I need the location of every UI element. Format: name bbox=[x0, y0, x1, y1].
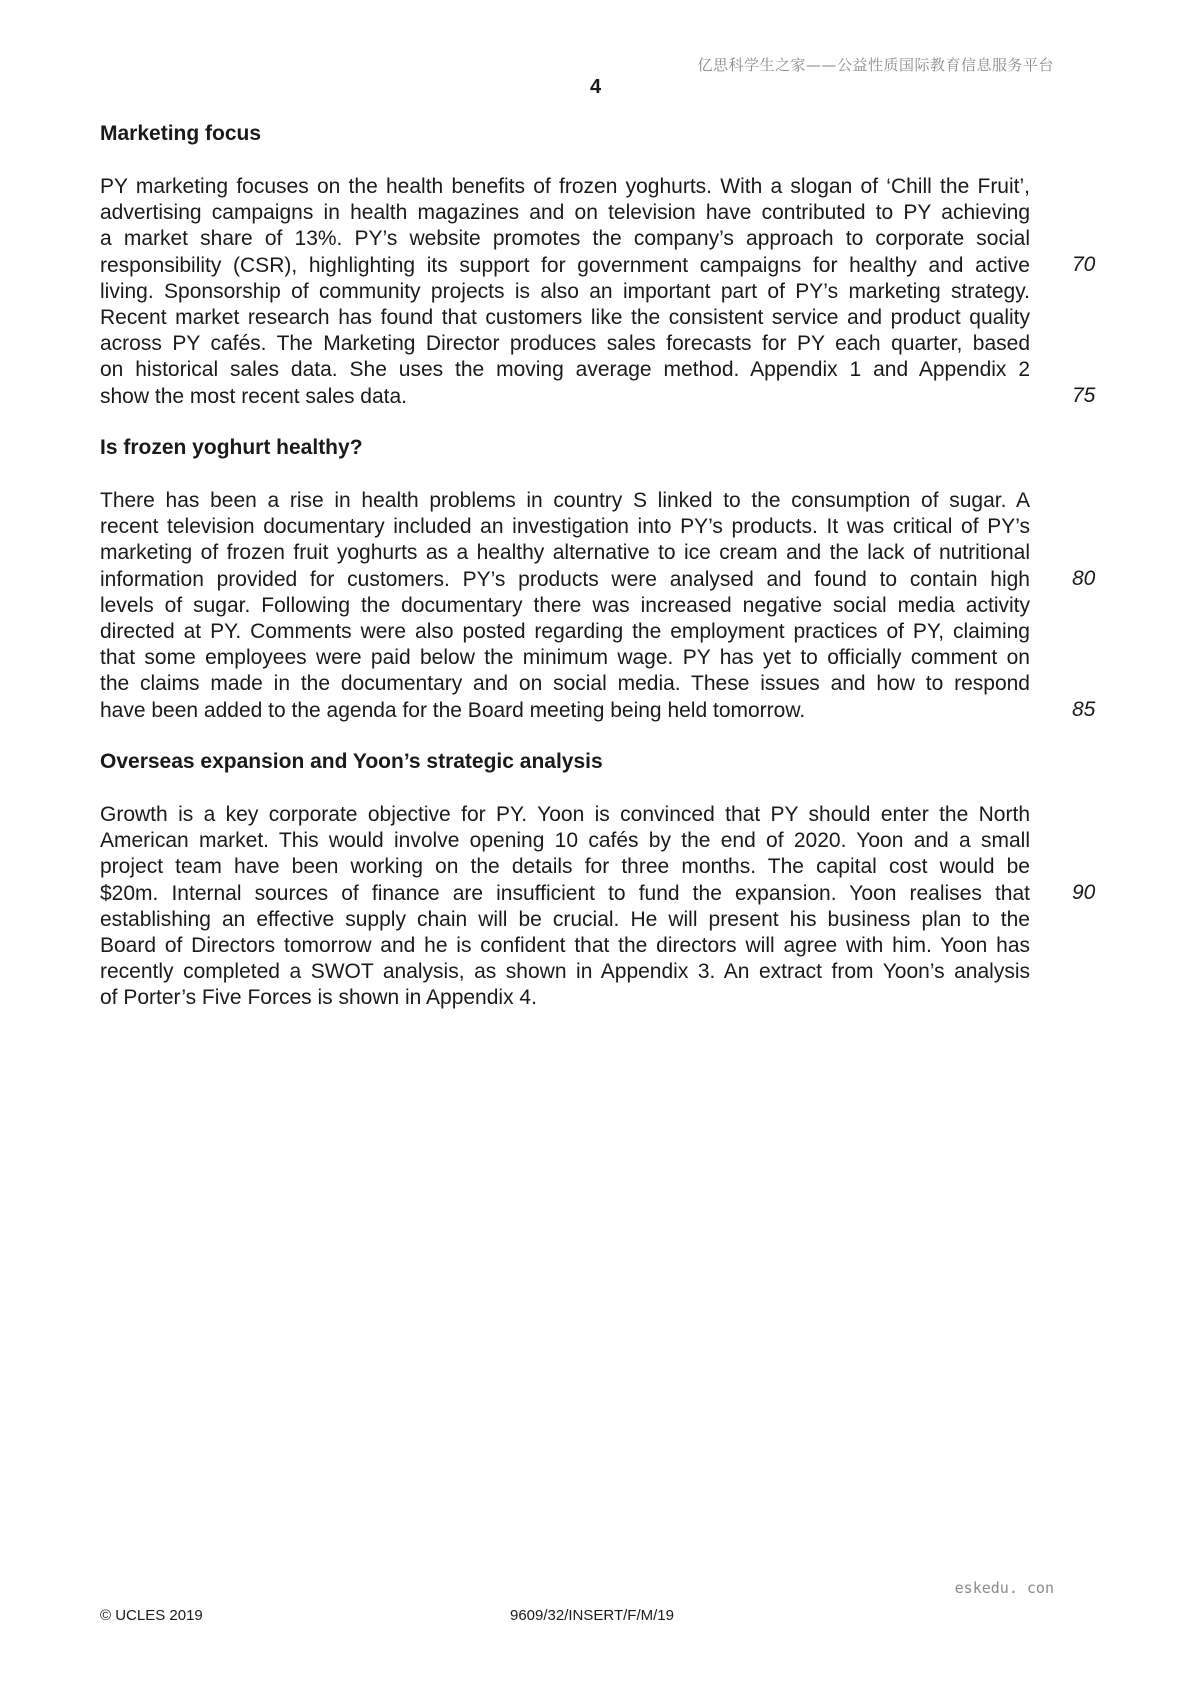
text-line: advertising campaigns in health magazines and on television have contributed to PY achieving bbox=[100, 201, 1030, 225]
text-line: recently completed a SWOT analysis, as shown in Appendix 3. An extract from Yoon’s analysis bbox=[100, 960, 1030, 984]
text-line: project team have been working on the details for three months. The capital cost would be bbox=[100, 855, 1030, 879]
line-number: 90 bbox=[1072, 881, 1096, 904]
page-number: 4 bbox=[589, 76, 602, 98]
paragraph-marketing-focus bbox=[100, 174, 1030, 410]
text-line: levels of sugar. Following the documentary there was increased negative social media activity bbox=[100, 593, 1030, 617]
text-line: a market share of 13%. PY’s website promotes the company’s approach to corporate social bbox=[100, 227, 1030, 251]
footer-copyright: © UCLES 2019 bbox=[100, 1607, 203, 1624]
text-line: Growth is a key corporate objective for PY. Yoon is convinced that PY should enter the North bbox=[100, 803, 1030, 826]
text-line: American market. This would involve opening 10 cafés by the end of 2020. Yoon and a small bbox=[100, 829, 1030, 853]
paragraph-frozen-yoghurt-healthy bbox=[100, 488, 1030, 724]
text-line: show the most recent sales data. bbox=[100, 384, 407, 408]
text-line: establishing an effective supply chain will be crucial. He will present his business plan to the bbox=[100, 907, 1030, 931]
section-heading-overseas-expansion: Overseas expansion and Yoon’s strategic analysis bbox=[100, 750, 603, 773]
text-line: directed at PY. Comments were also posted regarding the employment practices of PY, claiming bbox=[100, 619, 1030, 643]
footer-paper-code: 9609/32/INSERT/F/M/19 bbox=[510, 1607, 674, 1624]
text-line: information provided for customers. PY’s products were analysed and found to contain high bbox=[100, 567, 1030, 591]
text-line: of Porter’s Five Forces is shown in Appendix 4. bbox=[100, 986, 537, 1010]
text-line: have been added to the agenda for the Board meeting being held tomorrow. bbox=[100, 698, 806, 722]
paragraph-overseas-expansion bbox=[100, 802, 1030, 1012]
line-number: 85 bbox=[1072, 698, 1096, 721]
text-line: Recent market research has found that customers like the consistent service and product quality bbox=[100, 305, 1030, 329]
text-line: marketing of frozen fruit yoghurts as a healthy alternative to ice cream and the lack of nutritional bbox=[100, 541, 1030, 565]
text-line: recent television documentary included an investigation into PY’s products. It was critical of PY’s bbox=[100, 515, 1030, 539]
section-heading-frozen-yoghurt-healthy: Is frozen yoghurt healthy? bbox=[100, 436, 363, 459]
text-line: $20m. Internal sources of finance are insufficient to fund the expansion. Yoon realises that bbox=[100, 881, 1030, 905]
section-heading-marketing-focus: Marketing focus bbox=[100, 122, 262, 145]
line-number: 80 bbox=[1072, 567, 1096, 590]
text-line: PY marketing focuses on the health benefits of frozen yoghurts. With a slogan of ‘Chill the Fruit’, bbox=[100, 175, 1030, 198]
text-line: Board of Directors tomorrow and he is confident that the directors will agree with him. Yoon has bbox=[100, 933, 1030, 957]
text-line: on historical sales data. She uses the moving average method. Appendix 1 and Appendix 2 bbox=[100, 358, 1030, 382]
text-line: the claims made in the documentary and on social media. These issues and how to respond bbox=[100, 672, 1030, 696]
text-line: There has been a rise in health problems in country S linked to the consumption of sugar. A bbox=[100, 489, 1030, 512]
text-line: across PY cafés. The Marketing Director produces sales forecasts for PY each quarter, based bbox=[100, 332, 1030, 356]
text-line: that some employees were paid below the minimum wage. PY has yet to officially comment on bbox=[100, 646, 1030, 670]
text-line: responsibility (CSR), highlighting its support for government campaigns for healthy and active bbox=[100, 253, 1030, 277]
text-line: living. Sponsorship of community projects is also an important part of PY’s marketing strategy. bbox=[100, 279, 1030, 303]
line-number: 75 bbox=[1072, 384, 1096, 407]
watermark-text: 亿思科学生之家——公益性质国际教育信息服务平台 bbox=[697, 56, 1054, 74]
line-number: 70 bbox=[1072, 253, 1096, 276]
footer-site-text: eskedu. con bbox=[954, 1579, 1054, 1597]
